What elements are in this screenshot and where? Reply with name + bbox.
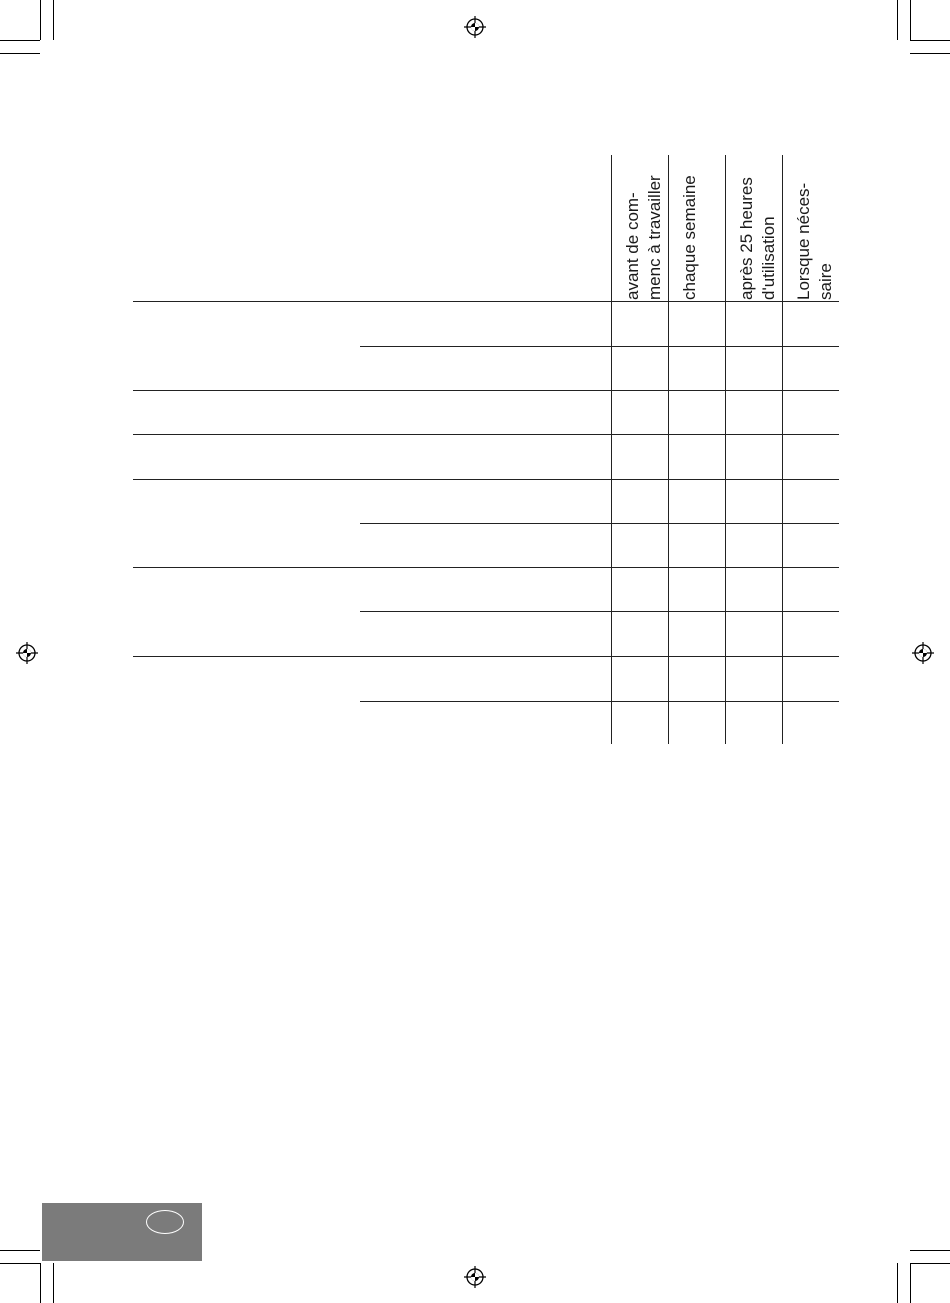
- crop-mark: [910, 1263, 911, 1303]
- language-tab: [42, 1203, 202, 1261]
- group-rule: [133, 301, 839, 302]
- column-header-when-needed: Lorsque néces- saire: [794, 182, 835, 300]
- group-rule: [133, 434, 839, 435]
- language-badge-icon: [146, 1210, 184, 1234]
- group-rule: [133, 656, 839, 657]
- row-rule: [360, 611, 839, 612]
- group-rule: [133, 567, 839, 568]
- row-rule: [360, 346, 839, 347]
- crop-mark: [53, 1263, 54, 1303]
- row-rule: [360, 701, 839, 702]
- column-header-after-25-hours: après 25 heures d'utilisation: [737, 177, 778, 300]
- group-rule: [133, 390, 839, 391]
- crop-mark: [910, 1250, 950, 1251]
- crop-mark: [0, 1250, 40, 1251]
- row-rule: [360, 523, 839, 524]
- registration-target-icon: [464, 1266, 486, 1288]
- group-rule: [133, 479, 839, 480]
- crop-mark: [897, 1263, 898, 1303]
- column-header-weekly: chaque semaine: [680, 175, 699, 300]
- crop-mark: [0, 1263, 40, 1264]
- crop-mark: [40, 1263, 41, 1303]
- column-header-before-work: avant de com- menc à travailler: [623, 175, 664, 300]
- crop-mark: [910, 1263, 950, 1264]
